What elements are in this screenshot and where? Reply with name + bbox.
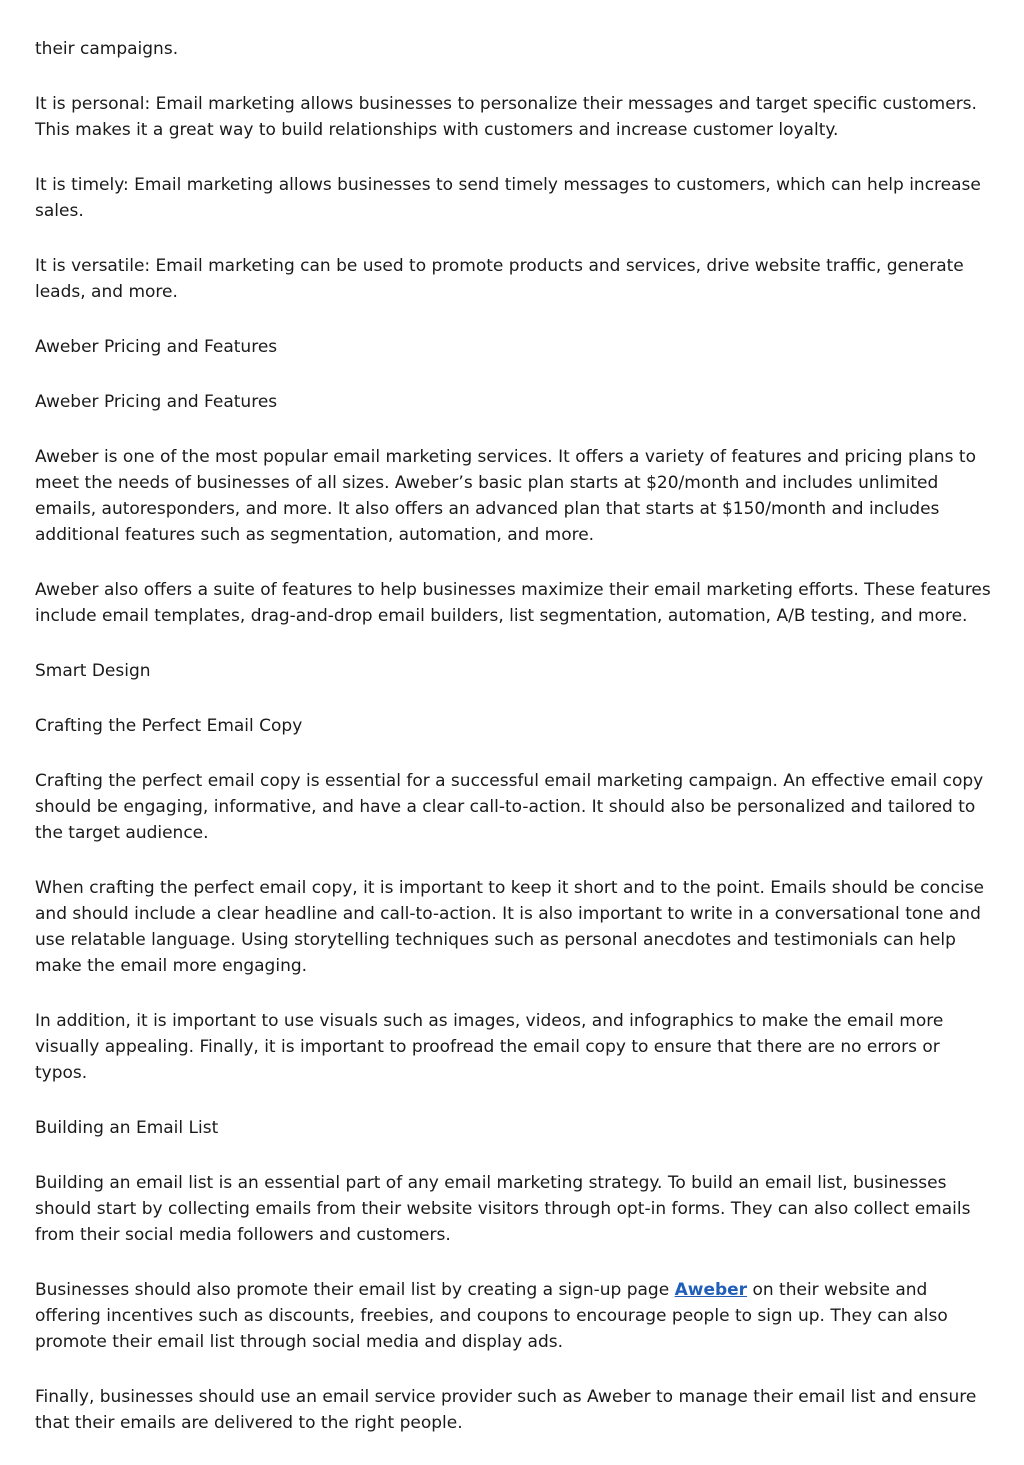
document-body — [35, 36, 995, 1465]
paragraph-building-list: Building an email list is an essential part of any email marketing strategy. To build an email list, businesses should start by collecting emails from their website visitors through opt-in forms. They can also collect emails from their social media followers and customers. — [35, 1173, 971, 1245]
paragraph-timely: It is timely: Email marketing allows businesses to send timely messages to customers, which can help increase sales. — [35, 175, 981, 221]
promote-text-before: Businesses should also promote their email list by creating a sign-up page — [35, 1280, 675, 1300]
paragraph-aweber-plans: Aweber is one of the most popular email marketing services. It offers a variety of features and pricing plans to meet the needs of businesses of all sizes. Aweber’s basic plan starts at $20/month and includes unlimited emails, autoresponders, and more. It also offers an advanced plan that starts at $150/month and includes additional features such as segmentation, automation, and more. — [35, 447, 977, 545]
paragraph-personal: It is personal: Email marketing allows businesses to personalize their messages and target specific customers. This makes it a great way to build relationships with customers and increase customer loyalty. — [35, 94, 977, 140]
promote-text-after: on their website and offering incentives such as discounts, freebies, and coupons to encourage people to sign up. They can also promote their email list through social media and display ads. — [35, 1280, 948, 1352]
paragraph-promote-list — [35, 1277, 995, 1355]
paragraph-crafting-tips: When crafting the perfect email copy, it is important to keep it short and to the point. Emails should be concise and should include a clear headline and call-to-action. It is also important to write in a conversational tone and use relatable language. Using storytelling techniques such as personal anecdotes and testimonials can help make the email more engaging. — [35, 878, 985, 976]
paragraph-crafting-essential: Crafting the perfect email copy is essential for a successful email marketing campaign. An effective email copy should be engaging, informative, and have a clear call-to-action. It should also be personalized and tailored to the target audience. — [35, 771, 984, 843]
heading-building-email-list: Building an Email List — [35, 1118, 219, 1138]
paragraph-campaigns-tail: their campaigns. — [35, 39, 179, 59]
paragraph-aweber-features: Aweber also offers a suite of features to help businesses maximize their email marketing efforts. These features include email templates, drag-and-drop email builders, list segmentation, automation, A/B testing, and more. — [35, 580, 991, 626]
paragraph-final: Finally, businesses should use an email service provider such as Aweber to manage their email list and ensure that their emails are delivered to the right people. — [35, 1387, 977, 1433]
paragraph-visuals-proofread: In addition, it is important to use visuals such as images, videos, and infographics to make the email more visually appealing. Finally, it is important to proofread the email copy to ensure that there are no errors or typos. — [35, 1011, 944, 1083]
aweber-link[interactable]: Aweber — [674, 1280, 748, 1300]
paragraph-versatile: It is versatile: Email marketing can be used to promote products and services, drive website traffic, generate leads, and more. — [35, 256, 964, 302]
heading-aweber-pricing-repeat: Aweber Pricing and Features — [35, 392, 278, 412]
heading-aweber-pricing: Aweber Pricing and Features — [35, 337, 278, 357]
heading-crafting-email-copy: Crafting the Perfect Email Copy — [35, 716, 303, 736]
heading-smart-design: Smart Design — [35, 661, 151, 681]
